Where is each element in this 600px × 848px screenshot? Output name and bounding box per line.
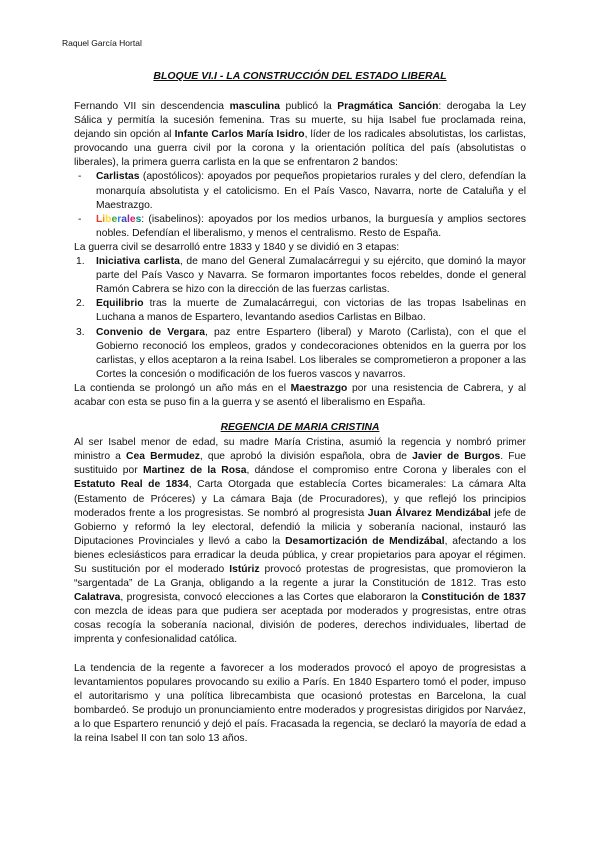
regencia-text: Al ser Isabel menor de edad, su madre María Cristina, asumió la regencia y nombró primer ministro a — [74, 437, 526, 463]
bando-text: (apostólicos): apoyados por pequeños propietarios rurales y del clero, defendían la monarquía absolutista y el catolicismo. En el País Vasco, Navarra, norte de Cataluña y el Maestrazgo. — [96, 171, 526, 211]
regencia-text: con mezcla de ideas para que pudiera ser aceptada por moderados y progresistas, entre otras cosas recogía la soberanía nacional, división de poderes, derechos individuales, libertad de imprenta y confesionalidad católica. — [74, 606, 526, 646]
etapa-item — [74, 297, 526, 325]
intro-bold-pragmatica: Pragmática Sanción — [337, 101, 439, 112]
intro-text: , líder de los radicales absolutistas, los carlistas, provocando una guerra civil por la corona y la orientación política del país (absolutistas o liberales), la primera guerra carlista en la que se enfrentaron 2 bandos: — [74, 129, 526, 169]
regencia-text: jefe de Gobierno y reformó la ley electoral, defendió la milicia y soberanía nacional, instauró las Diputaciones Provinciales y llevó a cabo la — [74, 507, 526, 547]
liberales-rainbow-word — [96, 214, 141, 225]
document-title: BLOQUE VI.I - LA CONSTRUCCIÓN DEL ESTADO LIBERAL — [153, 70, 447, 82]
etapa-number: 1. — [76, 256, 85, 268]
etapas-list — [74, 255, 526, 382]
bando-name: Carlistas — [96, 171, 140, 183]
intro-bold-masculina: masculina — [229, 101, 280, 112]
regencia-bold: Calatrava — [74, 592, 121, 604]
regencia-bold: Estatuto Real de 1834 — [74, 479, 189, 491]
rainbow-letter: i — [102, 213, 106, 225]
etapa-item — [74, 326, 526, 382]
regencia-text: , Carta Otorgada que establecía Cortes bicamerales: La cámara Alta (Estamento de Próceres) y La cámara Baja (de Procuradores), y que reflejó los principios moderados frente a los progresistas. Se nombró al progresista — [74, 479, 526, 519]
bando-text: : (isabelinos): apoyados por los medios urbanos, la burguesía y amplios sectores nobles. Defendían el liberalismo, y menos el centralismo. Resto de España. — [96, 213, 526, 239]
war-intro: La guerra civil se desarrolló entre 1833 y 1840 y se dividió en 3 etapas: — [74, 241, 400, 253]
regencia-text: . Fue sustituido por — [74, 451, 526, 477]
author-name: Raquel García Hortal — [62, 38, 142, 48]
intro-text: Fernando VII sin descendencia — [74, 101, 230, 112]
regencia-bold: Istúriz — [229, 564, 260, 575]
intro-text: publicó la — [279, 101, 338, 112]
regencia-bold: Juan Álvarez Mendizábal — [367, 507, 491, 519]
bando-carlistas — [74, 170, 526, 212]
intro-bold-infante: Infante Carlos María Isidro — [174, 129, 305, 141]
etapa-text: , paz entre Espartero (liberal) y Maroto (Carlista), con el que el Gobierno reconoció los empleos, grados y condecoraciones obtenidos en la guerra por los carlistas, y ellos aceptaron a la reina Isabel. Los liberales se comprometieron a proponer a las Cortes la concesión o modificación de los fueros vascos y navarros. — [96, 326, 526, 380]
etapa-item — [74, 255, 526, 297]
etapa-number: 2. — [76, 298, 85, 310]
paragraph-gap — [74, 648, 526, 662]
etapa-number: 3. — [76, 326, 85, 338]
regencia-text: , afectando a los bienes eclesiásticos para erradicar la deuda pública, y crear propietarios para apoyar el régimen. Su sustitución por el moderado — [74, 535, 527, 575]
war-end-text: La contienda se prolongó un año más en el — [74, 382, 291, 394]
regencia-bold: Cea Bermudez — [126, 451, 200, 463]
war-end-bold: Maestrazgo — [290, 382, 348, 394]
war-end-paragraph — [74, 382, 526, 410]
rainbow-letter: b — [105, 213, 112, 225]
document-body — [74, 100, 526, 746]
regencia-bold: Martinez de la Rosa — [143, 465, 247, 477]
rainbow-letter: s — [135, 213, 142, 225]
etapa-text: , de mano del General Zumalacárregui y su ejército, que dominó la mayor parte del País Vasco y Navarra. Se formaron importantes focos rebeldes, donde el general Ramón Cabrera se hizo con la dirección de las fuerzas carlistas. — [96, 256, 526, 296]
regencia-bold: Javier de Burgos — [412, 451, 501, 463]
etapa-text: tras la muerte de Zumalacárregui, con victorias de las tropas Isabelinas en Luchana a manos de Espartero, levantando asedios Carlistas en Bilbao. — [96, 298, 526, 324]
etapa-title: Iniciativa carlista — [96, 256, 180, 268]
final-paragraph: La tendencia de la regente a favorecer a los moderados provocó el apoyo de progresistas a levantamientos populares provocando su exilio a París. En 1840 Espartero tomó el poder, impuso el autoritarismo y una política librecambista que ocasionó protestas en Barcelona, la cual bombardeó. Se produjo un pronunciamiento entre moderados y progresistas dirigidos por Narváez, a lo que Espartero renunció y dejó el país. Fracasada la regencia, se declaró la mayoría de edad a la reina Isabel II con tan solo 13 años. — [74, 662, 526, 745]
regencia-text: , progresista, convocó elecciones a las Cortes que elaboraron la — [120, 592, 422, 604]
regencia-title: REGENCIA DE MARIA CRISTINA — [220, 422, 380, 434]
intro-paragraph — [74, 100, 526, 170]
bandos-list — [74, 170, 526, 240]
rainbow-letter: L — [96, 213, 103, 225]
regencia-text: provocó protestas de progresistas, que promovieron la “sargentada” de La Granja, obligando a la regente a jurar la Constitución de 1812. Tras esto — [74, 564, 526, 590]
etapa-title: Equilibrio — [96, 298, 144, 310]
regencia-bold: Desamortización de Mendizábal — [285, 535, 445, 547]
rainbow-letter: e — [111, 213, 118, 225]
war-end-text: por una resistencia de Cabrera, y al acabar con esta se puso fin a la guerra y se asentó el liberalismo en España. — [74, 382, 526, 408]
etapa-title: Convenio de Vergara — [96, 326, 205, 338]
rainbow-letter: a — [121, 213, 127, 225]
regencia-text: , dándose el compromiso entre Corona y liberales con el — [246, 465, 527, 477]
regencia-bold: Constitución de 1837 — [421, 592, 527, 604]
regencia-paragraph — [74, 436, 526, 647]
regencia-text: , que aprobó la división española, obra de — [199, 451, 413, 463]
dash-bullet: - — [78, 171, 82, 183]
rainbow-letter: l — [126, 213, 130, 225]
dash-bullet: - — [78, 213, 82, 225]
rainbow-letter: r — [117, 213, 122, 225]
rainbow-letter: e — [129, 213, 136, 225]
bando-liberales — [74, 213, 526, 241]
intro-text: : derogaba la Ley Sálica y permitía la sucesión femenina. Tras su muerte, su hija Isabel fue proclamada reina, dejando sin opción al — [74, 101, 527, 141]
